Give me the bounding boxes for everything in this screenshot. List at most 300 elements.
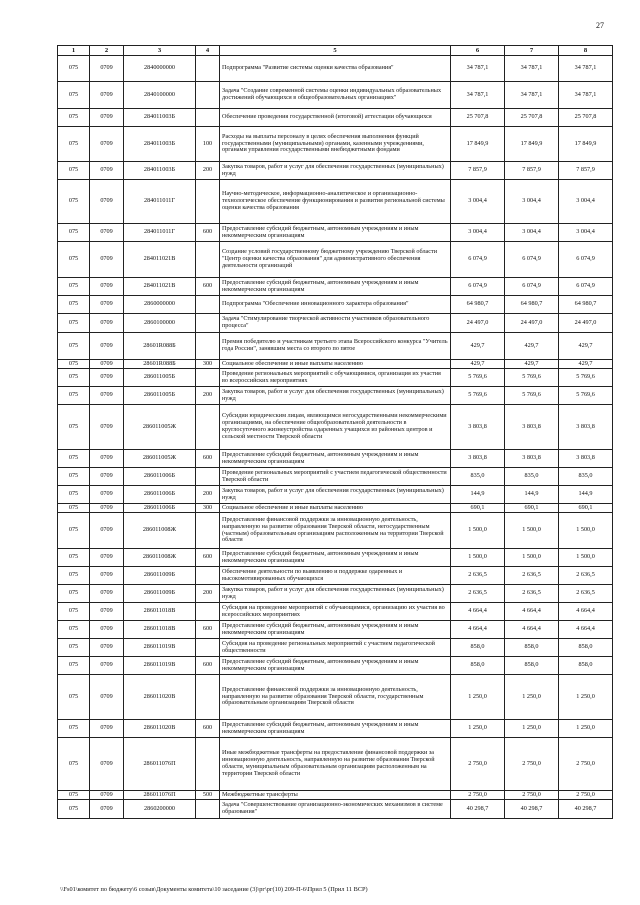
amount-year2-cell: 1 500,0 [505,513,559,549]
amount-year2-cell: 4 664,4 [505,621,559,639]
table-row [58,82,613,109]
section-code-cell: 0709 [90,224,124,242]
amount-year2-cell: 24 497,0 [505,314,559,333]
description-cell: Научно-методическое, информационно-аналитическое и организационно-технологическое обеспечение функционирования и развития региональной системы оценки качества образования [220,180,451,224]
amount-year3-cell: 4 664,4 [559,603,613,621]
description-cell: Закупка товаров, работ и услуг для обеспечения государственных (муниципальных) нужд [220,387,451,405]
section-code-cell: 0709 [90,621,124,639]
ministry-code-cell: 075 [58,369,90,387]
table-row [58,504,613,513]
target-article-cell: 286011005Ж [124,450,196,468]
ministry-code-cell: 075 [58,109,90,127]
amount-year1-cell: 2 750,0 [451,791,505,800]
amount-year2-cell: 40 298,7 [505,800,559,819]
table-row [58,296,613,314]
target-article-cell: 286011006Б [124,504,196,513]
amount-year1-cell: 34 787,1 [451,82,505,109]
amount-year2-cell: 429,7 [505,360,559,369]
table-body [58,56,613,819]
table-row [58,657,613,675]
ministry-code-cell: 075 [58,180,90,224]
amount-year2-cell: 4 664,4 [505,603,559,621]
description-cell: Обеспечение проведения государственной (итоговой) аттестации обучающихся [220,109,451,127]
expense-type-cell [196,314,220,333]
amount-year1-cell: 835,0 [451,468,505,486]
ministry-code-cell: 075 [58,720,90,738]
amount-year3-cell: 7 857,9 [559,162,613,180]
amount-year1-cell: 3 004,4 [451,180,505,224]
section-code-cell: 0709 [90,360,124,369]
amount-year1-cell: 1 500,0 [451,549,505,567]
target-article-cell: 286011005Ж [124,405,196,450]
table-row [58,224,613,242]
section-code-cell: 0709 [90,504,124,513]
table-row [58,242,613,278]
target-article-cell: 2860200000 [124,800,196,819]
amount-year2-cell: 2 636,5 [505,567,559,585]
section-code-cell: 0709 [90,180,124,224]
table-row [58,180,613,224]
amount-year3-cell: 34 787,1 [559,56,613,82]
amount-year3-cell: 3 803,8 [559,450,613,468]
ministry-code-cell: 075 [58,224,90,242]
expense-type-cell: 300 [196,360,220,369]
description-cell: Создание условий государственному бюджетному учреждению Тверской области "Центр оценки качества образования" для административного обеспечения деятельности организаций [220,242,451,278]
target-article-cell: 286011008Ж [124,549,196,567]
section-code-cell: 0709 [90,603,124,621]
table-header-row [58,46,613,56]
description-cell: Задача "Создание современной системы оценки индивидуальных образовательных достижений обучающихся в общеобразовательных организациях" [220,82,451,109]
amount-year2-cell: 17 849,9 [505,127,559,162]
ministry-code-cell: 075 [58,549,90,567]
description-cell: Предоставление субсидий бюджетным, автономным учреждениям и иным некоммерческим организациям [220,549,451,567]
header-cell: 1 [58,46,90,56]
amount-year2-cell: 5 769,6 [505,369,559,387]
amount-year1-cell: 2 750,0 [451,738,505,791]
section-code-cell: 0709 [90,657,124,675]
amount-year1-cell: 5 769,6 [451,387,505,405]
ministry-code-cell: 075 [58,405,90,450]
ministry-code-cell: 075 [58,791,90,800]
expense-type-cell [196,180,220,224]
table-row [58,675,613,720]
amount-year3-cell: 6 074,9 [559,242,613,278]
file-path-footer: \\Fs01\комитет по бюджету\6 созыв\Документы комитета\10 заседание (3)\рг\рг(10) 209-П-6\Прил 5 (Прил 11 ВСР) [60,886,368,893]
ministry-code-cell: 075 [58,127,90,162]
ministry-code-cell: 075 [58,567,90,585]
description-cell: Задача "Стимулирование творческой активности участников образовательного процесса" [220,314,451,333]
amount-year3-cell: 2 750,0 [559,738,613,791]
description-cell: Премия победителю и участникам третьего этапа Всероссийского конкурса "Учитель года России", занявшим места со второго по пятое [220,333,451,360]
amount-year2-cell: 1 500,0 [505,549,559,567]
amount-year2-cell: 34 787,1 [505,56,559,82]
expense-type-cell: 200 [196,585,220,603]
expense-type-cell [196,800,220,819]
ministry-code-cell: 075 [58,162,90,180]
amount-year3-cell: 5 769,6 [559,369,613,387]
page-number: 27 [596,21,604,30]
amount-year3-cell: 858,0 [559,657,613,675]
ministry-code-cell: 075 [58,621,90,639]
amount-year3-cell: 858,0 [559,639,613,657]
table-row [58,800,613,819]
section-code-cell: 0709 [90,296,124,314]
section-code-cell: 0709 [90,405,124,450]
amount-year1-cell: 1 500,0 [451,513,505,549]
amount-year1-cell: 24 497,0 [451,314,505,333]
section-code-cell: 0709 [90,639,124,657]
amount-year1-cell: 64 980,7 [451,296,505,314]
amount-year2-cell: 429,7 [505,333,559,360]
amount-year3-cell: 24 497,0 [559,314,613,333]
amount-year3-cell: 25 707,8 [559,109,613,127]
description-cell: Субсидия на проведение региональных мероприятий с участием педагогической общественности [220,639,451,657]
description-cell: Обеспечение деятельности по выявлению и поддержке одаренных и высокомотивированных обучающихся [220,567,451,585]
description-cell: Социальное обеспечение и иные выплаты населению [220,360,451,369]
table-row [58,387,613,405]
ministry-code-cell: 075 [58,800,90,819]
target-article-cell: 2860000000 [124,296,196,314]
description-cell: Закупка товаров, работ и услуг для обеспечения государственных (муниципальных) нужд [220,162,451,180]
target-article-cell: 284011021В [124,278,196,296]
amount-year3-cell: 1 500,0 [559,513,613,549]
header-cell: 7 [505,46,559,56]
description-cell: Предоставление субсидий бюджетным, автономным учреждениям и иным некоммерческим организациям [220,278,451,296]
expense-type-cell: 200 [196,162,220,180]
amount-year3-cell: 2 636,5 [559,567,613,585]
table-row [58,585,613,603]
expense-type-cell [196,56,220,82]
target-article-cell: 284011003Б [124,109,196,127]
description-cell: Социальное обеспечение и иные выплаты населению [220,504,451,513]
ministry-code-cell: 075 [58,585,90,603]
amount-year3-cell: 1 250,0 [559,720,613,738]
ministry-code-cell: 075 [58,639,90,657]
expense-type-cell [196,639,220,657]
expense-type-cell [196,109,220,127]
header-cell: 4 [196,46,220,56]
amount-year3-cell: 429,7 [559,360,613,369]
table-row [58,639,613,657]
section-code-cell: 0709 [90,278,124,296]
ministry-code-cell: 075 [58,360,90,369]
amount-year3-cell: 1 500,0 [559,549,613,567]
description-cell: Предоставление субсидий бюджетным, автономным учреждениям и иным некоммерческим организациям [220,224,451,242]
ministry-code-cell: 075 [58,657,90,675]
expense-type-cell: 600 [196,278,220,296]
expense-type-cell: 600 [196,657,220,675]
header-cell: 5 [220,46,451,56]
description-cell: Субсидия на проведение мероприятий с обучающимися, организацию их участия во всероссийских мероприятиях [220,603,451,621]
amount-year3-cell: 690,1 [559,504,613,513]
section-code-cell: 0709 [90,369,124,387]
header-cell: 8 [559,46,613,56]
header-cell: 6 [451,46,505,56]
amount-year1-cell: 7 857,9 [451,162,505,180]
target-article-cell: 284011003Б [124,162,196,180]
expense-type-cell: 600 [196,549,220,567]
amount-year2-cell: 144,9 [505,486,559,504]
target-article-cell: 2860100000 [124,314,196,333]
header-cell: 3 [124,46,196,56]
table-row [58,513,613,549]
amount-year3-cell: 4 664,4 [559,621,613,639]
expense-type-cell: 600 [196,450,220,468]
amount-year3-cell: 3 803,8 [559,405,613,450]
ministry-code-cell: 075 [58,468,90,486]
amount-year1-cell: 34 787,1 [451,56,505,82]
ministry-code-cell: 075 [58,242,90,278]
amount-year1-cell: 4 664,4 [451,621,505,639]
amount-year1-cell: 2 636,5 [451,585,505,603]
target-article-cell: 28601R088Б [124,333,196,360]
section-code-cell: 0709 [90,738,124,791]
target-article-cell: 286011020В [124,720,196,738]
table-row [58,278,613,296]
table-row [58,720,613,738]
amount-year3-cell: 1 250,0 [559,675,613,720]
target-article-cell: 286011019В [124,639,196,657]
expense-type-cell [196,369,220,387]
description-cell: Задача "Совершенствование организационно-экономических механизмов в системе образования" [220,800,451,819]
ministry-code-cell: 075 [58,504,90,513]
amount-year3-cell: 34 787,1 [559,82,613,109]
table-row [58,603,613,621]
ministry-code-cell: 075 [58,82,90,109]
amount-year2-cell: 858,0 [505,639,559,657]
section-code-cell: 0709 [90,800,124,819]
amount-year2-cell: 6 074,9 [505,278,559,296]
ministry-code-cell: 075 [58,738,90,791]
description-cell: Предоставление субсидий бюджетным, автономным учреждениям и иным некоммерческим организациям [220,657,451,675]
header-cell: 2 [90,46,124,56]
target-article-cell: 286011005Б [124,369,196,387]
description-cell: Предоставление финансовой поддержки за инновационную деятельность, направленную на развитие образования Тверской области, государственным образовательным организациям Тверской области [220,675,451,720]
amount-year1-cell: 858,0 [451,657,505,675]
amount-year3-cell: 429,7 [559,333,613,360]
target-article-cell: 2840000000 [124,56,196,82]
ministry-code-cell: 075 [58,296,90,314]
table-row [58,621,613,639]
amount-year1-cell: 429,7 [451,333,505,360]
expense-type-cell [196,738,220,791]
section-code-cell: 0709 [90,513,124,549]
expense-type-cell: 200 [196,486,220,504]
section-code-cell: 0709 [90,387,124,405]
ministry-code-cell: 075 [58,278,90,296]
ministry-code-cell: 075 [58,387,90,405]
table-row [58,405,613,450]
amount-year1-cell: 6 074,9 [451,242,505,278]
section-code-cell: 0709 [90,56,124,82]
expense-type-cell: 600 [196,621,220,639]
ministry-code-cell: 075 [58,486,90,504]
amount-year3-cell: 40 298,7 [559,800,613,819]
table-row [58,468,613,486]
expense-type-cell: 600 [196,720,220,738]
expense-type-cell [196,603,220,621]
target-article-cell: 2840100000 [124,82,196,109]
target-article-cell: 284011021В [124,242,196,278]
section-code-cell: 0709 [90,450,124,468]
amount-year1-cell: 690,1 [451,504,505,513]
target-article-cell: 28601R088Б [124,360,196,369]
amount-year1-cell: 25 707,8 [451,109,505,127]
expense-type-cell [196,567,220,585]
section-code-cell: 0709 [90,549,124,567]
amount-year2-cell: 25 707,8 [505,109,559,127]
target-article-cell: 286011009Б [124,585,196,603]
description-cell: Субсидии юридическим лицам, являющимся негосударственными некоммерческими организациями, на обеспечение общеобразовательной деятельности в круглосуточного жизнеустройства одаренных учащихся из районных центров и сельской местности Тверской области [220,405,451,450]
ministry-code-cell: 075 [58,603,90,621]
description-cell: Предоставление субсидий бюджетным, автономным учреждениям и иным некоммерческим организациям [220,720,451,738]
amount-year3-cell: 2 636,5 [559,585,613,603]
table-row [58,333,613,360]
description-cell: Подпрограмма "Развитие системы оценки качества образования" [220,56,451,82]
amount-year2-cell: 690,1 [505,504,559,513]
amount-year1-cell: 17 849,9 [451,127,505,162]
amount-year2-cell: 34 787,1 [505,82,559,109]
amount-year1-cell: 1 250,0 [451,720,505,738]
amount-year3-cell: 835,0 [559,468,613,486]
description-cell: Закупка товаров, работ и услуг для обеспечения государственных (муниципальных) нужд [220,585,451,603]
description-cell: Закупка товаров, работ и услуг для обеспечения государственных (муниципальных) нужд [220,486,451,504]
section-code-cell: 0709 [90,109,124,127]
description-cell: Предоставление финансовой поддержки за инновационную деятельность, направленную на развитие образования Тверской области, негосударственным (частным) образовательным организациям расположенным на территории Тверской области [220,513,451,549]
amount-year1-cell: 6 074,9 [451,278,505,296]
amount-year2-cell: 2 750,0 [505,738,559,791]
expense-type-cell [196,405,220,450]
amount-year1-cell: 3 803,8 [451,405,505,450]
amount-year1-cell: 5 769,6 [451,369,505,387]
expense-type-cell [196,468,220,486]
target-article-cell: 286011006Б [124,468,196,486]
target-article-cell: 284011011Г [124,180,196,224]
budget-table [57,45,613,819]
amount-year3-cell: 17 849,9 [559,127,613,162]
table-row [58,360,613,369]
amount-year3-cell: 3 004,4 [559,224,613,242]
table-row [58,549,613,567]
ministry-code-cell: 075 [58,450,90,468]
amount-year2-cell: 858,0 [505,657,559,675]
target-article-cell: 284011011Г [124,224,196,242]
amount-year1-cell: 1 250,0 [451,675,505,720]
amount-year1-cell: 144,9 [451,486,505,504]
amount-year3-cell: 6 074,9 [559,278,613,296]
table-row [58,567,613,585]
amount-year1-cell: 3 803,8 [451,450,505,468]
amount-year2-cell: 3 004,4 [505,224,559,242]
target-article-cell: 286011005Б [124,387,196,405]
section-code-cell: 0709 [90,585,124,603]
section-code-cell: 0709 [90,314,124,333]
description-cell: Подпрограмма "Обеспечение инновационного характера образования" [220,296,451,314]
section-code-cell: 0709 [90,242,124,278]
table-row [58,56,613,82]
target-article-cell: 286011018В [124,621,196,639]
description-cell: Иные межбюджетные трансферты на предоставление финансовой поддержки за инновационную деятельность, направленную на развитие образования Тверской области, муниципальным образовательным организациям расположенным на территории Тверской области [220,738,451,791]
expense-type-cell [196,82,220,109]
target-article-cell: 286011020В [124,675,196,720]
amount-year2-cell: 3 004,4 [505,180,559,224]
table-row [58,314,613,333]
section-code-cell: 0709 [90,791,124,800]
amount-year2-cell: 1 250,0 [505,675,559,720]
amount-year3-cell: 2 750,0 [559,791,613,800]
description-cell: Проведение региональных мероприятий с обучающимися, организация их участия во всероссийских мероприятиях [220,369,451,387]
expense-type-cell [196,333,220,360]
table-row [58,791,613,800]
expense-type-cell: 300 [196,504,220,513]
table-row [58,450,613,468]
expense-type-cell: 200 [196,387,220,405]
amount-year3-cell: 5 769,6 [559,387,613,405]
section-code-cell: 0709 [90,468,124,486]
target-article-cell: 286011019В [124,657,196,675]
table-row [58,127,613,162]
target-article-cell: 284011003Б [124,127,196,162]
expense-type-cell [196,513,220,549]
amount-year2-cell: 7 857,9 [505,162,559,180]
expense-type-cell [196,296,220,314]
table-row [58,486,613,504]
amount-year1-cell: 40 298,7 [451,800,505,819]
amount-year2-cell: 64 980,7 [505,296,559,314]
table-row [58,738,613,791]
section-code-cell: 0709 [90,333,124,360]
target-article-cell: 286011008Ж [124,513,196,549]
ministry-code-cell: 075 [58,56,90,82]
section-code-cell: 0709 [90,720,124,738]
amount-year3-cell: 144,9 [559,486,613,504]
target-article-cell: 286011009Б [124,567,196,585]
target-article-cell: 286011018В [124,603,196,621]
amount-year1-cell: 4 664,4 [451,603,505,621]
description-cell: Межбюджетные трансферты [220,791,451,800]
amount-year2-cell: 2 636,5 [505,585,559,603]
expense-type-cell [196,675,220,720]
amount-year1-cell: 2 636,5 [451,567,505,585]
description-cell: Предоставление субсидий бюджетным, автономным учреждениям и иным некоммерческим организациям [220,450,451,468]
amount-year2-cell: 5 769,6 [505,387,559,405]
ministry-code-cell: 075 [58,314,90,333]
section-code-cell: 0709 [90,127,124,162]
amount-year2-cell: 835,0 [505,468,559,486]
amount-year2-cell: 2 750,0 [505,791,559,800]
description-cell: Предоставление субсидий бюджетным, автономным учреждениям и иным некоммерческим организациям [220,621,451,639]
ministry-code-cell: 075 [58,675,90,720]
expense-type-cell [196,242,220,278]
section-code-cell: 0709 [90,162,124,180]
amount-year1-cell: 858,0 [451,639,505,657]
description-cell: Расходы на выплаты персоналу в целях обеспечения выполнения функций государственными (муниципальными) органами, казенными учреждениями, органами управления государственными внебюджетными фондами [220,127,451,162]
target-article-cell: 286011076П [124,738,196,791]
amount-year2-cell: 1 250,0 [505,720,559,738]
amount-year2-cell: 6 074,9 [505,242,559,278]
amount-year3-cell: 3 004,4 [559,180,613,224]
target-article-cell: 286011076П [124,791,196,800]
section-code-cell: 0709 [90,567,124,585]
section-code-cell: 0709 [90,675,124,720]
expense-type-cell: 600 [196,224,220,242]
amount-year3-cell: 64 980,7 [559,296,613,314]
amount-year2-cell: 3 803,8 [505,405,559,450]
section-code-cell: 0709 [90,82,124,109]
table-row [58,109,613,127]
target-article-cell: 286011006Б [124,486,196,504]
ministry-code-cell: 075 [58,513,90,549]
